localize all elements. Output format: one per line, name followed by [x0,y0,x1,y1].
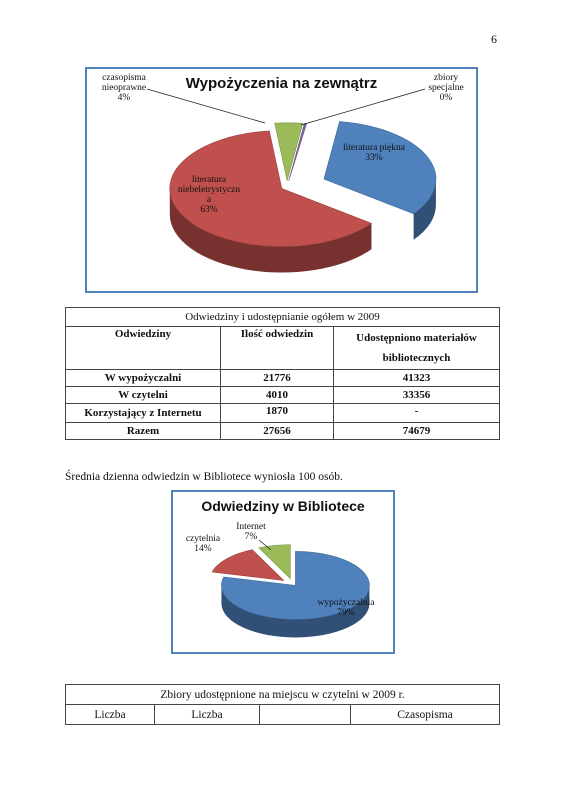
visits-row-materials: 41323 [334,370,500,387]
loans-chart-title: Wypożyczenia na zewnątrz [185,75,378,92]
collections-table [65,684,500,725]
loans-label-niebeletrystyczna [167,175,251,215]
visits-pie-chart [171,490,395,654]
loans-label-zbiory-line2: specjalne [428,83,464,93]
visits-row-count: 4010 [221,387,334,404]
visits-row-label: W wypożyczalni [66,370,221,387]
visits-row-count: 27656 [221,423,334,440]
loans-slice-0 [324,122,436,214]
visits-label-czytelnia-text: czytelnia [185,534,221,544]
loans-label-czasopisma-line2: nieoprawne [101,83,147,93]
visits-header-ilosc: Ilość odwiedzin [221,327,334,370]
visits-row-materials: 33356 [334,387,500,404]
loans-label-nieb-line2: niebeletrystyczn [177,185,241,195]
loans-pct-czasopisma: 4% [117,93,131,103]
collections-header-liczba-1: Liczba [66,705,155,725]
average-visits-paragraph: Średnia dzienna odwiedzin w Bibliotece wyniosła 100 osób. [65,471,343,483]
visits-label-wypozyczalnia-text: wypożyczalnia [317,598,375,608]
loans-pct-piekna: 33% [365,153,383,163]
visits-header-odwiedziny: Odwiedziny [66,327,221,370]
visits-label-wypozyczalnia [311,598,381,618]
visits-pie-svg [173,492,393,652]
loans-pct-nieb: 63% [200,205,218,215]
loans-label-zbiory-line1: zbiory [433,73,459,83]
visits-row-label: Razem [66,423,221,440]
loans-leader-czasopisma [147,89,265,123]
loans-label-zbiory [421,73,471,103]
collections-header-liczba-2: Liczba [155,705,260,725]
visits-pct-wypozyczalnia: 79% [337,608,355,618]
visits-pct-internet: 7% [244,532,258,542]
loans-pie-chart [85,67,478,293]
page-number: 6 [491,32,497,46]
loans-slice-2 [275,123,303,181]
visits-label-internet [225,522,277,542]
loans-pct-zbiory: 0% [439,93,453,103]
loans-label-nieb-line1: literatura [191,175,227,185]
loans-label-czasopisma [91,73,157,103]
visits-row-label: Korzystający z Internetu [66,404,221,423]
visits-chart-title: Odwiedziny w Bibliotece [201,498,365,514]
visits-row-label: W czytelni [66,387,221,404]
visits-row-materials: - [334,404,500,423]
visits-row-count: 1870 [221,404,334,423]
loans-leader-zbiory [301,89,425,125]
collections-header-empty [260,705,351,725]
collections-table-caption: Zbiory udostępnione na miejscu w czytelni w 2009 r. [66,685,500,705]
visits-row-materials: 74679 [334,423,500,440]
visits-table [65,307,500,440]
visits-header-udostepniono: Udostępniono materiałów bibliotecznych [334,327,500,370]
loans-label-piekna-text: literatura piękna [343,143,405,153]
loans-label-piekna [331,143,417,163]
visits-label-internet-text: Internet [236,522,266,532]
loans-label-nieb-line3: a [206,195,212,205]
visits-pct-czytelnia: 14% [194,544,212,554]
loans-label-czasopisma-line1: czasopisma [102,73,146,83]
visits-label-czytelnia [175,534,231,554]
collections-header-czasopisma: Czasopisma [351,705,500,725]
visits-row-count: 21776 [221,370,334,387]
visits-table-caption: Odwiedziny i udostępnianie ogółem w 2009 [66,308,500,327]
